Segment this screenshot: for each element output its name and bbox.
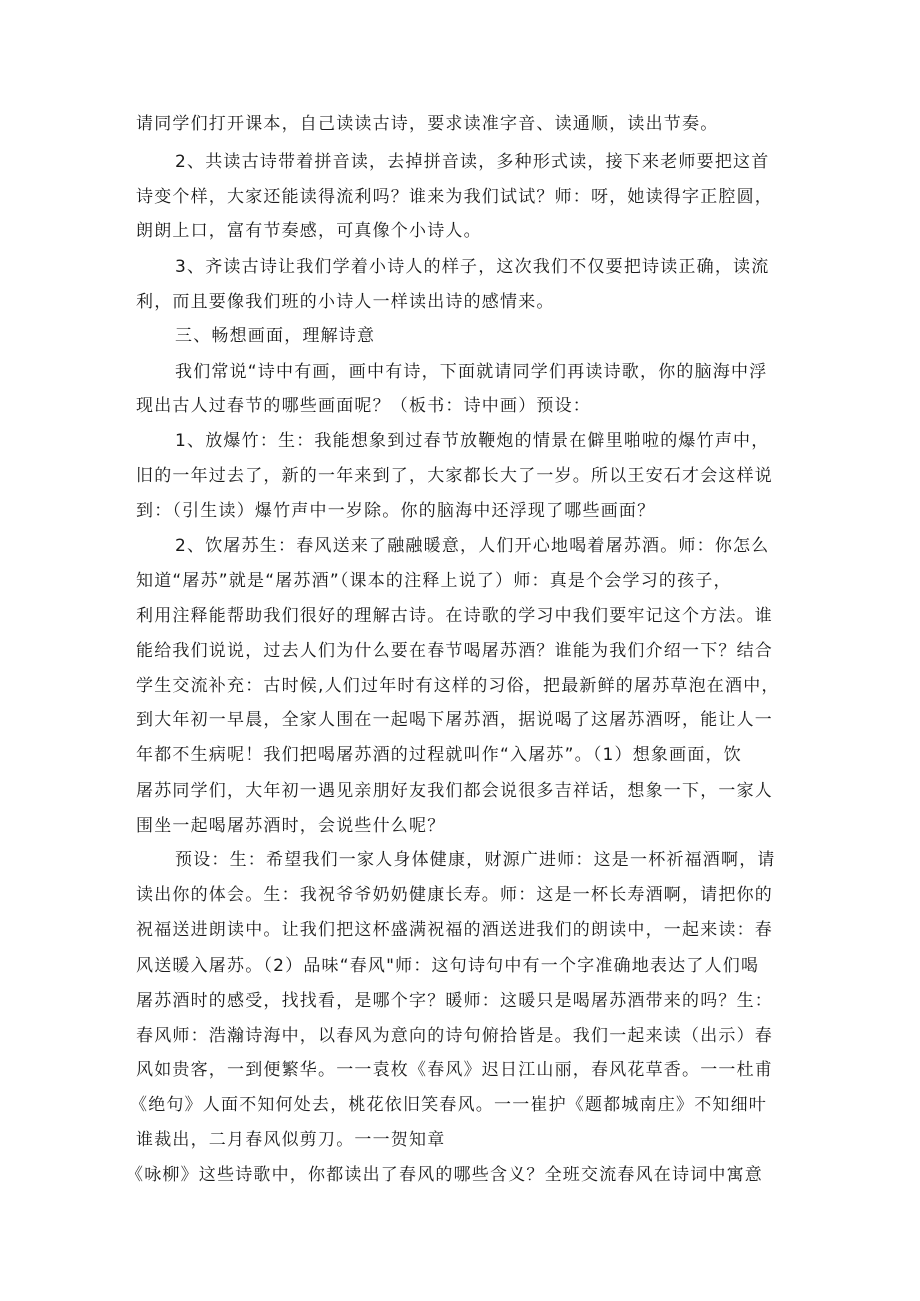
text-line: 到：（引生读）爆竹声中一岁除。你的脑海中还浮现了哪些画面？ xyxy=(136,501,656,521)
text-line: 围坐一起喝屠苏酒时，会说些什么呢？ xyxy=(136,816,446,836)
text-line: 屠苏酒时的感受，找找看，是哪个字？暖师：这暖只是喝屠苏酒带来的吗？生： xyxy=(136,991,773,1011)
text-line: 诗变个样，大家还能读得流利吗？谁来为我们试试？师：呀，她读得字正腔圆， xyxy=(136,187,773,207)
text-line: 2、饮屠苏生：春风送来了融融暖意，人们开心地喝着屠苏酒。师：你怎么 xyxy=(175,536,770,556)
text-line: 《咏柳》这些诗歌中，你都读出了春风的哪些含义？全班交流春风在诗词中寓意 xyxy=(126,1165,763,1185)
text-line: 请同学们打开课本，自己读读古诗，要求读准字音、读通顺，读出节奏。 xyxy=(136,114,719,134)
text-line: 屠苏同学们，大年初一遇见亲朋好友我们都会说很多吉祥话，想象一下，一家人 xyxy=(136,781,773,801)
text-line: 读出你的体会。生：我祝爷爷奶奶健康长寿。师：这是一杯长寿酒啊，请把你的 xyxy=(136,885,773,905)
text-line: 春风师：浩瀚诗海中，以春风为意向的诗句俯拾皆是。我们一起来读（出示）春 xyxy=(136,1026,773,1046)
text-line: 现出古人过春节的哪些画面呢？（板书：诗中画）预设： xyxy=(136,396,591,416)
text-line: 学生交流补充：古时候,人们过年时有这样的习俗，把最新鲜的屠苏草泡在酒中， xyxy=(136,676,780,696)
text-line: 预设：生：希望我们一家人身体健康，财源广进师：这是一杯祈福酒啊，请 xyxy=(175,850,776,870)
text-line: 《绝句》人面不知何处去，桃花依旧笑春风。一一崔护《题都城南庄》不知细叶 xyxy=(130,1095,767,1115)
text-line: 能给我们说说，过去人们为什么要在春节喝屠苏酒？谁能为我们介绍一下？结合 xyxy=(136,641,773,661)
text-line: 风送暖入屠苏。（2）品味“春风"师：这句诗句中有一个字准确地表达了人们喝 xyxy=(136,956,760,976)
text-line: 年都不生病呢！我们把喝屠苏酒的过程就叫作“入屠苏”。（1）想象画面，饮 xyxy=(136,745,742,765)
text-line: 知道“屠苏”就是“屠苏酒”（课本的注释上说了）师：真是个会学习的孩子， xyxy=(136,571,732,591)
text-line: 朗朗上口，富有节奏感，可真像个小诗人。 xyxy=(136,221,482,241)
text-line: 2、共读古诗带着拼音读，去掉拼音读，多种形式读，接下来老师要把这首 xyxy=(175,152,770,172)
text-line: 我们常说“诗中有画，画中有诗，下面就请同学们再读诗歌，你的脑海中浮 xyxy=(175,362,768,382)
text-line: 旧的一年过去了，新的一年来到了，大家都长大了一岁。所以王安石才会这样说 xyxy=(136,466,773,486)
text-line: 1、放爆竹：生：我能想象到过春节放鞭炮的情景在僻里啪啦的爆竹声中， xyxy=(175,431,770,451)
text-line: 风如贵客，一到便繁华。一一袁枚《春风》迟日江山丽，春风花草香。一一杜甫 xyxy=(136,1060,773,1080)
text-line: 利，而且要像我们班的小诗人一样读出诗的感情来。 xyxy=(136,292,555,312)
section-heading: 三、畅想画面，理解诗意 xyxy=(175,326,376,346)
text-line: 利用注释能帮助我们很好的理解古诗。在诗歌的学习中我们要牢记这个方法。谁 xyxy=(136,606,773,626)
text-line: 祝福送进朗读中。让我们把这杯盛满祝福的酒送进我们的朗读中，一起来读：春 xyxy=(136,920,773,940)
text-line: 3、齐读古诗让我们学着小诗人的样子，这次我们不仅要把诗读正确，读流 xyxy=(175,257,770,277)
text-line: 谁裁出，二月春风似剪刀。一一贺知章 xyxy=(136,1130,446,1150)
text-line: 到大年初一早晨，全家人围在一起喝下屠苏酒，据说喝了这屠苏酒呀，能让人一 xyxy=(136,710,773,730)
